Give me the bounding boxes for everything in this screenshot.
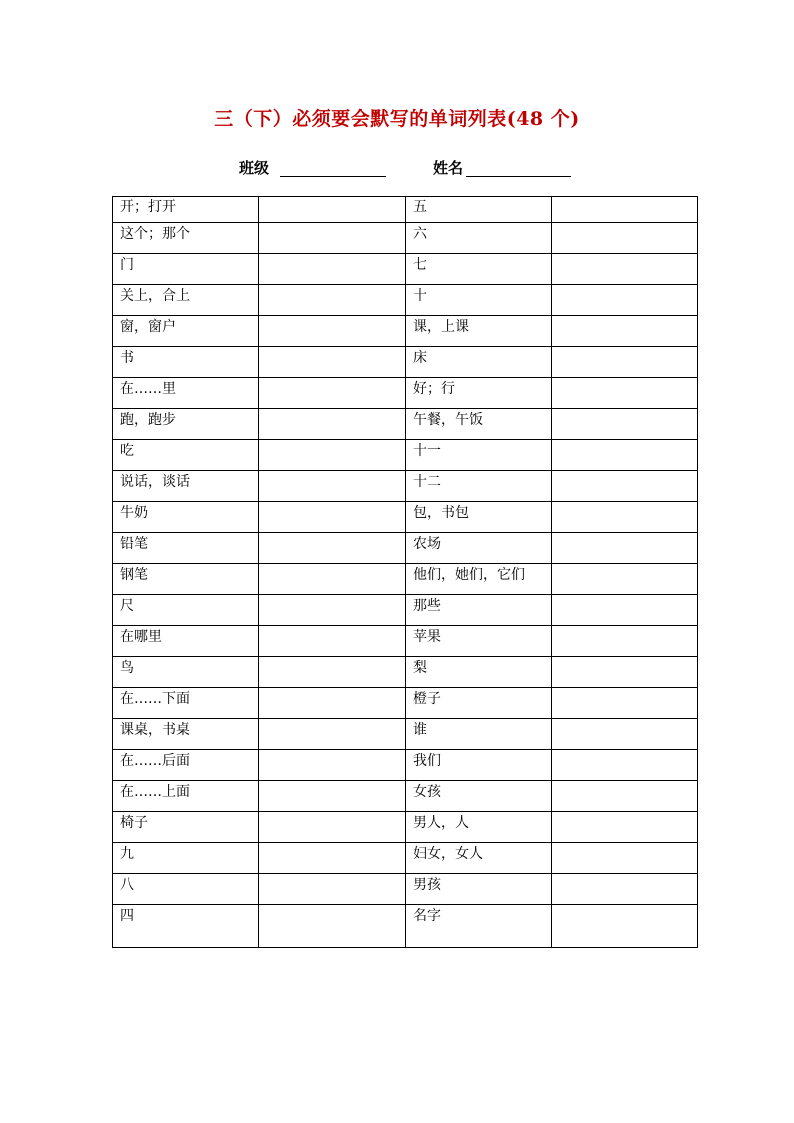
chinese-word-cell: 包，书包 xyxy=(406,502,552,533)
table-row xyxy=(113,781,698,812)
chinese-word-cell: 九 xyxy=(113,843,259,874)
answer-blank-cell[interactable] xyxy=(259,595,406,626)
chinese-word-cell: 五 xyxy=(406,197,552,223)
answer-blank-cell[interactable] xyxy=(259,223,406,254)
chinese-word-cell: 牛奶 xyxy=(113,502,259,533)
answer-blank-cell[interactable] xyxy=(259,874,406,905)
chinese-word-cell: 在哪里 xyxy=(113,626,259,657)
chinese-word-cell: 钢笔 xyxy=(113,564,259,595)
vocab-table-body xyxy=(113,197,698,948)
chinese-word-cell: 吃 xyxy=(113,440,259,471)
table-row xyxy=(113,285,698,316)
answer-blank-cell[interactable] xyxy=(552,378,698,409)
table-row xyxy=(113,378,698,409)
answer-blank-cell[interactable] xyxy=(259,719,406,750)
chinese-word-cell: 十一 xyxy=(406,440,552,471)
table-row xyxy=(113,564,698,595)
chinese-word-cell: 妇女，女人 xyxy=(406,843,552,874)
chinese-word-cell: 在……里 xyxy=(113,378,259,409)
chinese-word-cell: 午餐，午饭 xyxy=(406,409,552,440)
chinese-word-cell: 男人，人 xyxy=(406,812,552,843)
answer-blank-cell[interactable] xyxy=(552,471,698,502)
answer-blank-cell[interactable] xyxy=(552,657,698,688)
answer-blank-cell[interactable] xyxy=(552,197,698,223)
answer-blank-cell[interactable] xyxy=(259,197,406,223)
chinese-word-cell: 女孩 xyxy=(406,781,552,812)
chinese-word-cell: 床 xyxy=(406,347,552,378)
chinese-word-cell: 十二 xyxy=(406,471,552,502)
answer-blank-cell[interactable] xyxy=(259,378,406,409)
chinese-word-cell: 十 xyxy=(406,285,552,316)
answer-blank-cell[interactable] xyxy=(552,719,698,750)
chinese-word-cell: 他们，她们，它们 xyxy=(406,564,552,595)
table-row xyxy=(113,843,698,874)
answer-blank-cell[interactable] xyxy=(552,347,698,378)
answer-blank-cell[interactable] xyxy=(259,750,406,781)
answer-blank-cell[interactable] xyxy=(259,843,406,874)
chinese-word-cell: 苹果 xyxy=(406,626,552,657)
table-row xyxy=(113,254,698,285)
answer-blank-cell[interactable] xyxy=(259,533,406,564)
chinese-word-cell: 在……后面 xyxy=(113,750,259,781)
answer-blank-cell[interactable] xyxy=(552,750,698,781)
answer-blank-cell[interactable] xyxy=(552,316,698,347)
chinese-word-cell: 尺 xyxy=(113,595,259,626)
table-row xyxy=(113,750,698,781)
chinese-word-cell: 课桌，书桌 xyxy=(113,719,259,750)
answer-blank-cell[interactable] xyxy=(259,812,406,843)
answer-blank-cell[interactable] xyxy=(552,688,698,719)
table-row xyxy=(113,347,698,378)
chinese-word-cell: 在……上面 xyxy=(113,781,259,812)
table-row xyxy=(113,409,698,440)
chinese-word-cell: 门 xyxy=(113,254,259,285)
chinese-word-cell: 八 xyxy=(113,874,259,905)
chinese-word-cell: 六 xyxy=(406,223,552,254)
answer-blank-cell[interactable] xyxy=(552,223,698,254)
answer-blank-cell[interactable] xyxy=(259,564,406,595)
chinese-word-cell: 书 xyxy=(113,347,259,378)
answer-blank-cell[interactable] xyxy=(552,595,698,626)
class-label: 班级 xyxy=(239,159,270,177)
chinese-word-cell: 橙子 xyxy=(406,688,552,719)
answer-blank-cell[interactable] xyxy=(259,285,406,316)
table-row xyxy=(113,719,698,750)
chinese-word-cell: 铅笔 xyxy=(113,533,259,564)
answer-blank-cell[interactable] xyxy=(552,285,698,316)
table-row xyxy=(113,595,698,626)
table-row xyxy=(113,440,698,471)
answer-blank-cell[interactable] xyxy=(552,564,698,595)
chinese-word-cell: 说话，谈话 xyxy=(113,471,259,502)
answer-blank-cell[interactable] xyxy=(259,316,406,347)
table-row xyxy=(113,502,698,533)
answer-blank-cell[interactable] xyxy=(552,254,698,285)
vocab-table xyxy=(112,196,698,948)
table-row xyxy=(113,197,698,223)
answer-blank-cell[interactable] xyxy=(552,874,698,905)
answer-blank-cell[interactable] xyxy=(259,905,406,948)
name-blank[interactable] xyxy=(466,176,571,177)
answer-blank-cell[interactable] xyxy=(259,781,406,812)
table-row xyxy=(113,471,698,502)
answer-blank-cell[interactable] xyxy=(259,409,406,440)
answer-blank-cell[interactable] xyxy=(259,471,406,502)
page-title: 三（下）必须要会默写的单词列表(48 个) xyxy=(214,108,580,130)
answer-blank-cell[interactable] xyxy=(552,843,698,874)
name-label: 姓名 xyxy=(433,159,464,177)
answer-blank-cell[interactable] xyxy=(259,657,406,688)
chinese-word-cell: 鸟 xyxy=(113,657,259,688)
chinese-word-cell: 跑，跑步 xyxy=(113,409,259,440)
answer-blank-cell[interactable] xyxy=(259,347,406,378)
answer-blank-cell[interactable] xyxy=(552,533,698,564)
chinese-word-cell: 在……下面 xyxy=(113,688,259,719)
answer-blank-cell[interactable] xyxy=(552,440,698,471)
answer-blank-cell[interactable] xyxy=(259,440,406,471)
answer-blank-cell[interactable] xyxy=(552,409,698,440)
chinese-word-cell: 我们 xyxy=(406,750,552,781)
chinese-word-cell: 这个；那个 xyxy=(113,223,259,254)
chinese-word-cell: 梨 xyxy=(406,657,552,688)
table-row xyxy=(113,905,698,948)
student-info xyxy=(0,158,794,180)
table-row xyxy=(113,223,698,254)
chinese-word-cell: 课，上课 xyxy=(406,316,552,347)
answer-blank-cell[interactable] xyxy=(552,812,698,843)
answer-blank-cell[interactable] xyxy=(259,254,406,285)
table-row xyxy=(113,874,698,905)
table-row xyxy=(113,657,698,688)
answer-blank-cell[interactable] xyxy=(552,781,698,812)
table-row xyxy=(113,316,698,347)
chinese-word-cell: 窗，窗户 xyxy=(113,316,259,347)
answer-blank-cell[interactable] xyxy=(552,905,698,948)
table-row xyxy=(113,533,698,564)
chinese-word-cell: 名字 xyxy=(406,905,552,948)
chinese-word-cell: 好；行 xyxy=(406,378,552,409)
class-blank[interactable] xyxy=(280,176,386,177)
table-row xyxy=(113,688,698,719)
answer-blank-cell[interactable] xyxy=(259,688,406,719)
answer-blank-cell[interactable] xyxy=(552,626,698,657)
chinese-word-cell: 椅子 xyxy=(113,812,259,843)
chinese-word-cell: 开；打开 xyxy=(113,197,259,223)
chinese-word-cell: 农场 xyxy=(406,533,552,564)
table-row xyxy=(113,812,698,843)
chinese-word-cell: 七 xyxy=(406,254,552,285)
chinese-word-cell: 谁 xyxy=(406,719,552,750)
answer-blank-cell[interactable] xyxy=(259,502,406,533)
chinese-word-cell: 男孩 xyxy=(406,874,552,905)
chinese-word-cell: 那些 xyxy=(406,595,552,626)
chinese-word-cell: 四 xyxy=(113,905,259,948)
answer-blank-cell[interactable] xyxy=(552,502,698,533)
chinese-word-cell: 关上，合上 xyxy=(113,285,259,316)
answer-blank-cell[interactable] xyxy=(259,626,406,657)
table-row xyxy=(113,626,698,657)
